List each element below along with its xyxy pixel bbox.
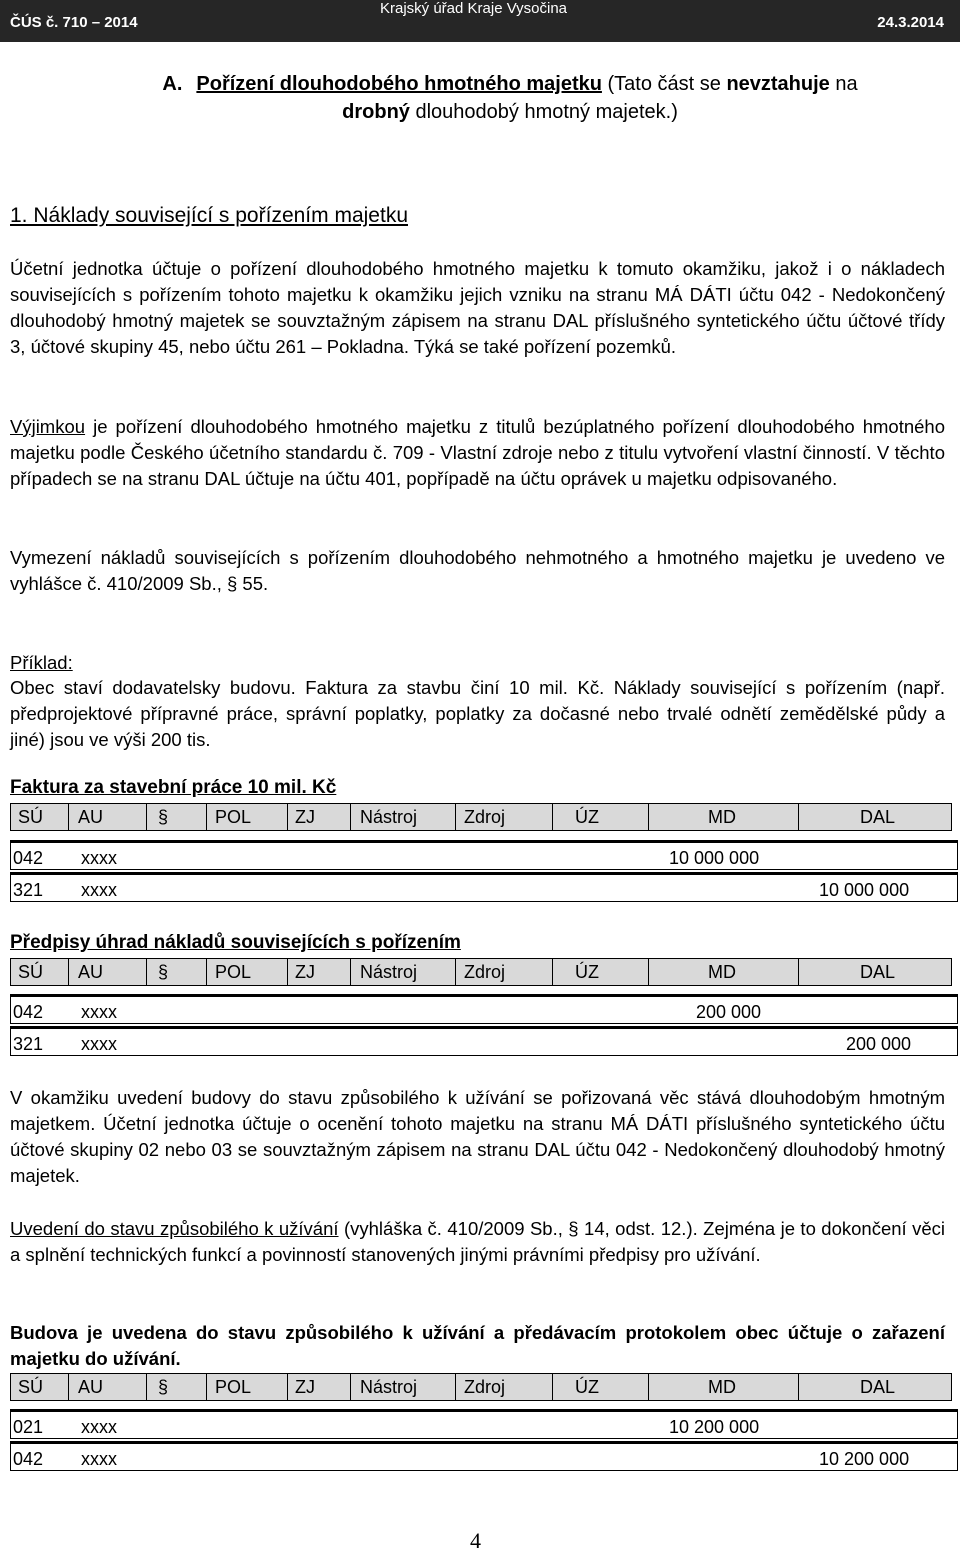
col-uz: ÚZ: [575, 1377, 599, 1397]
paragraph-accounting: Účetní jednotka účtuje o pořízení dlouhodobého hmotného majetku k tomuto okamžiku, jakož i o nákladech souvisejících s pořízením tohoto majetku k okamžiku jejich vzniku na stranu MÁ DÁTI účtu 042 - Nedokončený dlouhodobý hmotný majetek se souvztažným zápisem na stranu DAL příslušného syntetického účtu účtové třídy 3, účtové skupiny 45, nebo účtu 261 – Pokladna. Týká se také pořízení pozemků.: [10, 258, 945, 357]
paragraph-handover: [10, 1320, 945, 1372]
col-zj: ZJ: [295, 962, 315, 982]
col-md: MD: [708, 962, 736, 982]
col-zj: ZJ: [295, 807, 315, 827]
col-zdroj: Zdroj: [464, 962, 506, 982]
col-nastroj: Nástroj: [360, 1377, 418, 1397]
cell-md: 200 000: [696, 1002, 762, 1022]
paragraph-usability: [10, 1216, 945, 1268]
exception-label: Výjimkou: [10, 416, 86, 437]
col-md: MD: [708, 807, 736, 827]
col-nastroj: Nástroj: [360, 962, 418, 982]
table-row: [10, 872, 958, 902]
col-uz: ÚZ: [575, 962, 599, 982]
table-row: [10, 1026, 958, 1056]
col-pol: POL: [215, 1377, 252, 1397]
page-number: 4: [470, 1528, 481, 1553]
paragraph-example: Obec staví dodavatelsky budovu. Faktura za stavbu činí 10 mil. Kč. Náklady související s pořízením (např. předprojektové přípravné práce, správní poplatky, poplatky za dočasné nebo trvalé odnětí zemědělské půdy a jiné) jsou ve výši 200 tis.: [10, 677, 945, 750]
header-document-id: ČÚS č. 710 – 2014: [10, 14, 138, 31]
col-zdroj: Zdroj: [464, 1377, 506, 1397]
section-title-note-end: na: [829, 73, 858, 95]
col-dal: DAL: [860, 1377, 896, 1397]
example-label-text: Příklad:: [10, 652, 73, 673]
col-dal: DAL: [860, 807, 896, 827]
cell-au: xxxx: [81, 1034, 117, 1054]
section-title-line2-bold: drobný: [342, 101, 410, 123]
section-title-note: (Tato část se: [601, 73, 727, 95]
table-2-title: Předpisy úhrad nákladů souvisejících s pořízením: [10, 932, 461, 953]
section-title-main: Pořízení dlouhodobého hmotného majetku: [196, 73, 602, 95]
cell-au: xxxx: [81, 1449, 117, 1469]
example-label: [10, 650, 945, 676]
paragraph-costs-definition: Vymezení nákladů souvisejících s pořízením dlouhodobého nehmotného a hmotného majetku je uvedeno ve vyhlášce č. 410/2009 Sb., § 55.: [10, 547, 945, 594]
table-1-header-border: [10, 803, 952, 831]
cell-dal: 200 000: [846, 1034, 912, 1054]
col-au: AU: [78, 962, 104, 982]
table-row: [10, 1409, 958, 1439]
table-2-header-border: [10, 958, 952, 986]
page-header: [0, 0, 960, 42]
section-title-note-bold: nevztahuje: [726, 73, 830, 95]
col-paragraph: §: [158, 962, 169, 982]
header-authority: Krajský úřad Kraje Vysočina: [380, 0, 568, 17]
cell-su: 042: [13, 848, 44, 868]
col-au: AU: [78, 1377, 104, 1397]
cell-au: xxxx: [81, 880, 117, 900]
col-md: MD: [708, 1377, 736, 1397]
handover-text: Budova je uvedena do stavu způsobilého k užívání a předávacím protokolem obec účtuje o zařazení majetku do užívání.: [10, 1322, 945, 1369]
usability-text: (vyhláška č. 410/2009 Sb., § 14, odst. 12.). Zejména je to dokončení věci a splnění technických funkcí a povinností stanovených jinými právními předpisy pro užívání.: [10, 1218, 946, 1265]
col-su: SÚ: [18, 1377, 44, 1397]
cell-su: 042: [13, 1449, 44, 1469]
cell-au: xxxx: [81, 1417, 117, 1437]
cell-dal: 10 200 000: [819, 1449, 910, 1469]
cell-md: 10 000 000: [669, 848, 760, 868]
section-title: [80, 70, 940, 126]
col-paragraph: §: [158, 807, 169, 827]
table-1-title: Faktura za stavební práce 10 mil. Kč: [10, 777, 337, 798]
col-uz: ÚZ: [575, 807, 599, 827]
cell-md: 10 200 000: [669, 1417, 760, 1437]
cell-su: 321: [13, 880, 44, 900]
subheading: 1. Náklady související s pořízením majetku: [10, 204, 408, 227]
table-row: [10, 1441, 958, 1471]
col-pol: POL: [215, 807, 252, 827]
col-dal: DAL: [860, 962, 896, 982]
table-row: [10, 994, 958, 1024]
table-3-header-border: [10, 1373, 952, 1401]
cell-su: 021: [13, 1417, 44, 1437]
exception-text: je pořízení dlouhodobého hmotného majetku z titulů bezúplatného pořízení dlouhodobého hmotného majetku podle Českého účetního standardu č. 709 - Vlastní zdroje nebo z titulu vytvoření vlastní činností. V těchto případech se na stranu DAL účtuje na účtu 401, popřípadě na účtu oprávek u majetku odpisovaného.: [10, 416, 945, 489]
col-pol: POL: [215, 962, 252, 982]
col-su: SÚ: [18, 807, 44, 827]
header-date: 24.3.2014: [877, 14, 944, 31]
col-nastroj: Nástroj: [360, 807, 418, 827]
col-au: AU: [78, 807, 104, 827]
cell-au: xxxx: [81, 1002, 117, 1022]
usability-label: Uvedení do stavu způsobilého k užívání: [10, 1218, 339, 1239]
cell-dal: 10 000 000: [819, 880, 910, 900]
table-row: [10, 840, 958, 870]
cell-au: xxxx: [81, 848, 117, 868]
cell-su: 042: [13, 1002, 44, 1022]
col-zdroj: Zdroj: [464, 807, 506, 827]
cell-su: 321: [13, 1034, 44, 1054]
col-paragraph: §: [158, 1377, 169, 1397]
col-su: SÚ: [18, 962, 44, 982]
section-number: A.: [162, 73, 183, 95]
paragraph-commissioning: V okamžiku uvedení budovy do stavu způsobilého k užívání se pořizovaná věc stává dlouhodobým hmotným majetkem. Účetní jednotka účtuje o ocenění tohoto majetku na stranu MÁ DÁTI příslušného syntetického účtu účtové skupiny 02 nebo 03 se souvztažným zápisem na stranu DAL účtu 042 - Nedokončený dlouhodobý hmotný majetek.: [10, 1087, 945, 1186]
col-zj: ZJ: [295, 1377, 315, 1397]
paragraph-exception: [10, 414, 945, 492]
section-title-line2: dlouhodobý hmotný majetek.): [409, 101, 678, 123]
